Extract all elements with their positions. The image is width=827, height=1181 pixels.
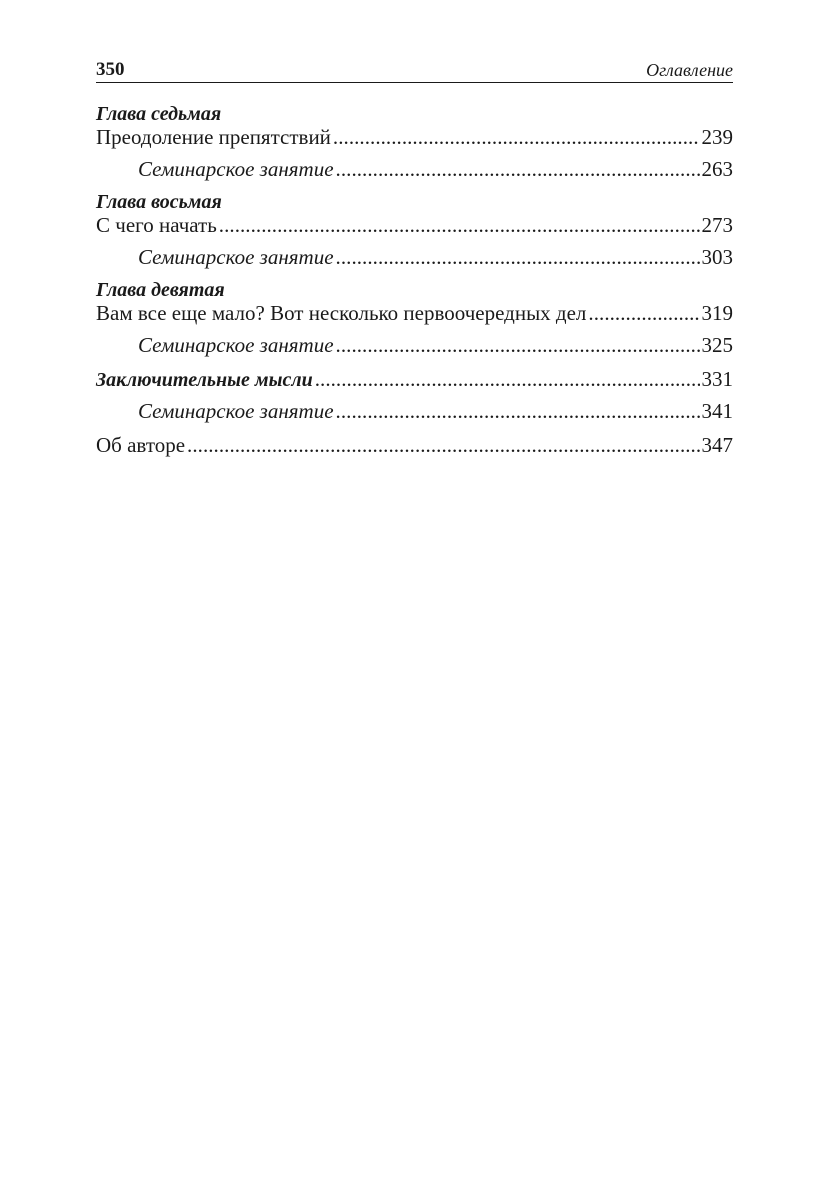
entry-page-number: 319 [701, 301, 733, 325]
chapter-label: Глава восьмая [96, 191, 222, 213]
toc-entry[interactable] [96, 125, 733, 149]
entry-title: С чего начать [96, 213, 217, 237]
dot-leader [219, 213, 700, 237]
table-of-contents [96, 103, 733, 457]
entry-page-number: 239 [701, 125, 733, 149]
toc-subentry[interactable] [96, 245, 733, 269]
entry-title: Семинарское занятие [138, 333, 334, 357]
toc-entry[interactable] [96, 433, 733, 457]
entry-page-number: 331 [701, 367, 733, 391]
dot-leader [588, 301, 699, 325]
dot-leader [336, 399, 700, 423]
toc-subentry[interactable] [96, 157, 733, 181]
dot-leader [315, 367, 700, 391]
dot-leader [336, 333, 700, 357]
entry-page-number: 341 [701, 399, 733, 423]
dot-leader [336, 157, 700, 181]
toc-entry[interactable] [96, 301, 733, 325]
entry-title: Преодоление препятствий [96, 125, 331, 149]
chapter-label: Глава девятая [96, 279, 225, 301]
entry-page-number: 347 [701, 433, 733, 457]
entry-title: Об авторе [96, 433, 186, 457]
entry-title: Семинарское занятие [138, 245, 334, 269]
entry-page-number: 303 [701, 245, 733, 269]
toc-group-chapter9 [96, 279, 733, 357]
toc-group-chapter7 [96, 103, 733, 181]
chapter-label: Глава седьмая [96, 103, 222, 125]
toc-group-about [96, 433, 733, 457]
section-title: Оглавление [646, 60, 733, 80]
toc-subentry[interactable] [96, 333, 733, 357]
entry-page-number: 263 [701, 157, 733, 181]
toc-subentry[interactable] [96, 399, 733, 423]
toc-entry[interactable] [96, 213, 733, 237]
entry-page-number: 273 [701, 213, 733, 237]
entry-title: Семинарское занятие [138, 399, 334, 423]
document-page [96, 56, 733, 465]
dot-leader [336, 245, 700, 269]
toc-group-chapter8 [96, 191, 733, 269]
entry-title: Семинарское занятие [138, 157, 334, 181]
running-head [96, 56, 733, 83]
toc-entry[interactable] [96, 367, 733, 391]
dot-leader [187, 433, 699, 457]
dot-leader [333, 125, 700, 149]
toc-group-conclusion [96, 367, 733, 423]
entry-page-number: 325 [701, 333, 733, 357]
page-number: 350 [96, 59, 125, 80]
entry-title: Вам все еще мало? Вот несколько первоочередных дел [96, 301, 587, 325]
entry-title: Заключительные мысли [96, 369, 313, 391]
